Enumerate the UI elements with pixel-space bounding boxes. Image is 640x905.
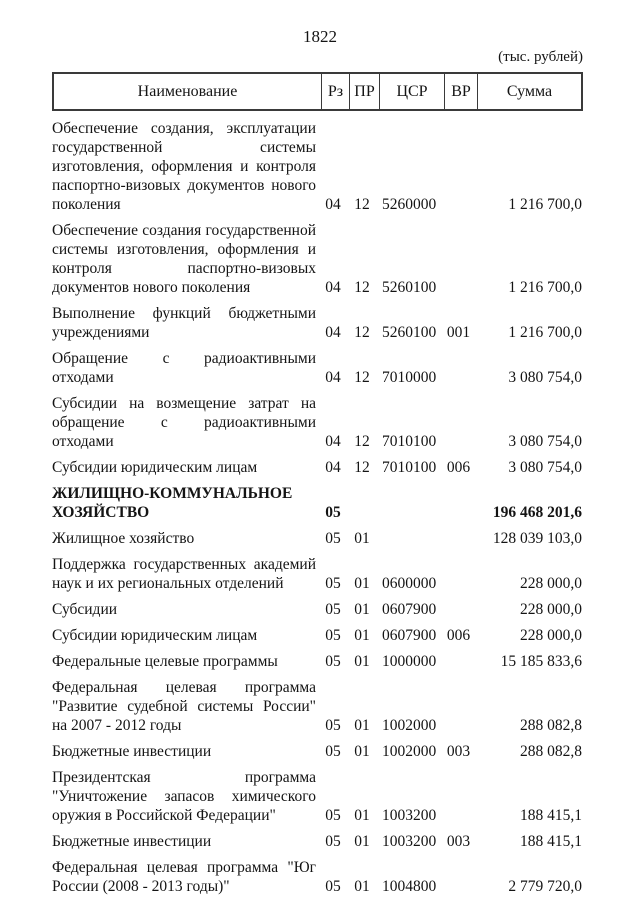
cell-pr: 01 (354, 833, 370, 850)
cell-rz: 05 (325, 807, 341, 824)
table-row (52, 555, 583, 593)
cell-pr: 01 (354, 530, 370, 547)
cell-name: Субсидии юридическим лицам (52, 627, 258, 644)
cell-sum: 288 082,8 (520, 717, 582, 734)
cell-pr: 01 (354, 653, 370, 670)
cell-pr: 01 (354, 575, 370, 592)
cell-csr: 1000000 (382, 653, 437, 670)
cell-rz: 05 (325, 601, 341, 618)
cell-rz: 05 (325, 743, 341, 760)
cell-csr: 1004800 (382, 878, 437, 895)
cell-name: Поддержка государственных академий наук и их региональных отделений (52, 556, 316, 592)
cell-pr: 01 (354, 878, 370, 895)
cell-name: Обеспечение создания, эксплуатации государственной системы изготовления, оформления и контроля паспортно-визовых документов нового поколения (52, 120, 316, 213)
cell-sum: 188 415,1 (520, 807, 582, 824)
cell-sum: 3 080 754,0 (508, 433, 582, 450)
table-row (52, 394, 583, 451)
cell-rz: 05 (325, 878, 341, 895)
cell-csr: 0607900 (382, 601, 437, 618)
cell-pr: 12 (354, 324, 370, 341)
cell-sum: 196 468 201,6 (492, 504, 582, 521)
cell-name: Субсидии юридическим лицам (52, 459, 258, 476)
table-row (52, 858, 583, 896)
cell-rz: 04 (325, 324, 341, 341)
column-header-csr: ЦСР (379, 74, 444, 109)
cell-rz: 05 (325, 575, 341, 592)
cell-rz: 04 (325, 369, 341, 386)
cell-sum: 1 216 700,0 (508, 196, 582, 213)
cell-csr: 5260100 (382, 279, 437, 296)
cell-rz: 05 (325, 504, 341, 521)
cell-name: Федеральная целевая программа "Развитие судебной системы России" на 2007 - 2012 годы (52, 679, 316, 734)
cell-sum: 1 216 700,0 (508, 279, 582, 296)
table-row (52, 458, 583, 477)
cell-csr: 0607900 (382, 627, 437, 644)
cell-csr: 1003200 (382, 833, 437, 850)
cell-sum: 288 082,8 (520, 743, 582, 760)
cell-sum: 228 000,0 (520, 575, 582, 592)
table-row (52, 626, 583, 645)
cell-pr: 12 (354, 459, 370, 476)
table-row (52, 768, 583, 825)
units-note: (тыс. рублей) (498, 49, 583, 65)
cell-rz: 04 (325, 433, 341, 450)
cell-rz: 05 (325, 717, 341, 734)
cell-sum: 228 000,0 (520, 627, 582, 644)
cell-csr: 5260000 (382, 196, 437, 213)
column-header-sum: Сумма (477, 74, 581, 109)
cell-sum: 2 779 720,0 (508, 878, 582, 895)
cell-name: Бюджетные инвестиции (52, 743, 212, 760)
column-header-rz: Рз (321, 74, 349, 109)
cell-pr: 01 (354, 627, 370, 644)
column-header-vr: ВР (444, 74, 477, 109)
column-header-pr: ПР (349, 74, 379, 109)
cell-name: Федеральные целевые программы (52, 653, 278, 670)
cell-pr: 01 (354, 807, 370, 824)
cell-name: Субсидии (52, 601, 118, 618)
cell-sum: 15 185 833,6 (500, 653, 582, 670)
table-row (52, 678, 583, 735)
cell-csr: 7010100 (382, 433, 437, 450)
table-row (52, 349, 583, 387)
cell-csr: 1002000 (382, 717, 437, 734)
cell-pr: 01 (354, 743, 370, 760)
cell-csr: 7010000 (382, 369, 437, 386)
cell-csr: 5260100 (382, 324, 437, 341)
table-row (52, 742, 583, 761)
cell-vr: 003 (446, 833, 471, 850)
table-body (52, 119, 583, 896)
cell-sum: 188 415,1 (520, 833, 582, 850)
cell-name: Обеспечение создания государственной системы изготовления, оформления и контроля паспортно-визовых документов нового поколения (52, 222, 316, 296)
cell-sum: 3 080 754,0 (508, 459, 582, 476)
table-row (52, 600, 583, 619)
cell-vr: 006 (446, 627, 471, 644)
cell-rz: 05 (325, 627, 341, 644)
cell-csr: 1003200 (382, 807, 437, 824)
table-row (52, 304, 583, 342)
cell-vr: 001 (446, 324, 471, 341)
cell-vr: 003 (446, 743, 471, 760)
cell-csr: 1002000 (382, 743, 437, 760)
table-row (52, 529, 583, 548)
cell-sum: 228 000,0 (520, 601, 582, 618)
cell-pr: 12 (354, 279, 370, 296)
cell-rz: 05 (325, 530, 341, 547)
cell-rz: 04 (325, 196, 341, 213)
cell-csr: 7010100 (382, 459, 437, 476)
cell-rz: 05 (325, 833, 341, 850)
cell-name: Федеральная целевая программа "Юг России (2008 - 2013 годы)" (52, 859, 316, 895)
cell-sum: 128 039 103,0 (492, 530, 582, 547)
table-row (52, 221, 583, 297)
cell-name: Жилищное хозяйство (52, 530, 195, 547)
cell-rz: 04 (325, 459, 341, 476)
table-row (52, 652, 583, 671)
cell-pr: 12 (354, 433, 370, 450)
table-header-row (52, 72, 583, 111)
cell-sum: 3 080 754,0 (508, 369, 582, 386)
cell-pr: 01 (354, 601, 370, 618)
budget-table (52, 72, 583, 903)
cell-name: Субсидии на возмещение затрат на обращение с радиоактивными отходами (52, 395, 316, 450)
cell-name: Выполнение функций бюджетными учреждениями (52, 305, 316, 341)
cell-name: Президентская программа "Уничтожение запасов химического оружия в Российской Федерации" (52, 769, 316, 824)
page-number: 1822 (303, 27, 337, 46)
cell-pr: 12 (354, 196, 370, 213)
cell-name: ЖИЛИЩНО-КОММУНАЛЬНОЕ ХОЗЯЙСТВО (52, 485, 293, 521)
table-row (52, 832, 583, 851)
cell-pr: 12 (354, 369, 370, 386)
cell-rz: 04 (325, 279, 341, 296)
table-row (52, 119, 583, 214)
cell-name: Бюджетные инвестиции (52, 833, 212, 850)
cell-vr: 006 (446, 459, 471, 476)
cell-csr: 0600000 (382, 575, 437, 592)
table-row (52, 484, 583, 522)
cell-rz: 05 (325, 653, 341, 670)
cell-sum: 1 216 700,0 (508, 324, 582, 341)
column-header-name: Наименование (137, 82, 238, 100)
cell-name: Обращение с радиоактивными отходами (52, 350, 316, 386)
cell-pr: 01 (354, 717, 370, 734)
